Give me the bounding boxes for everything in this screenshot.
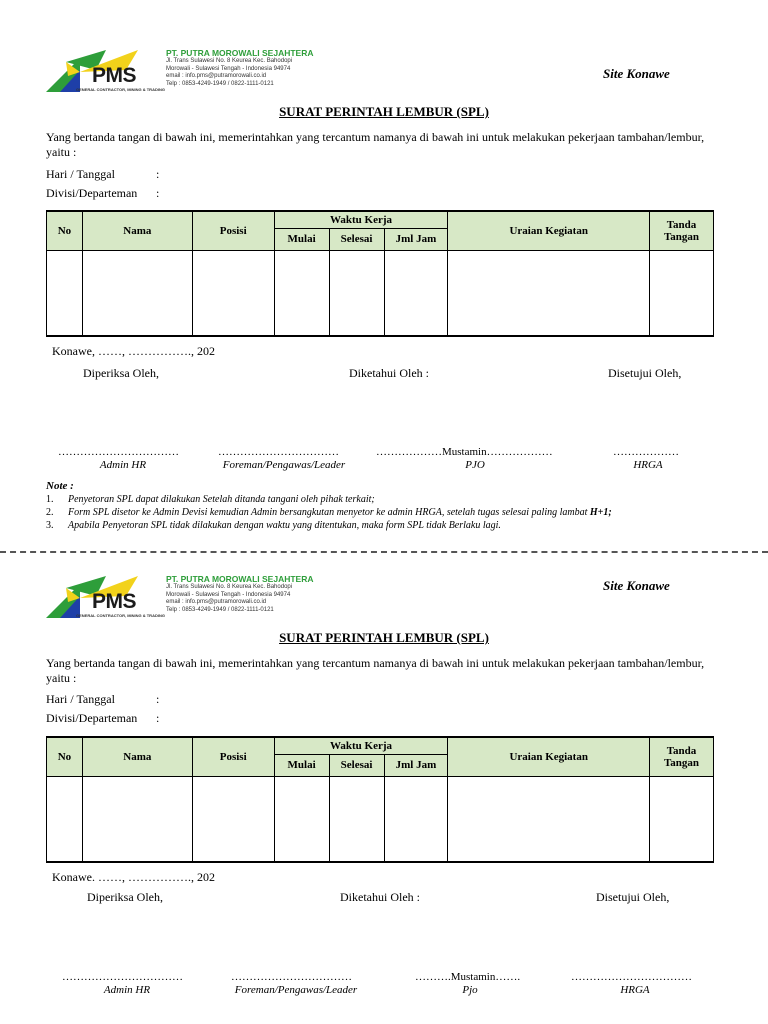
cell-jml-jam[interactable] — [384, 250, 448, 336]
note-item — [46, 519, 612, 532]
cell-posisi[interactable] — [192, 776, 274, 862]
signature-line-admin-hr: …………………………… — [58, 446, 179, 458]
site-label: Site Konawe — [603, 66, 670, 81]
field-colon: : — [156, 711, 160, 725]
col-mulai: Mulai — [274, 228, 329, 250]
role-diketahui: Diketahui Oleh : — [349, 366, 429, 380]
site-label: Site Konawe — [603, 578, 670, 593]
cell-no[interactable] — [47, 776, 83, 862]
overtime-table — [46, 210, 714, 337]
note-number: 3. — [46, 520, 54, 531]
cell-mulai[interactable] — [274, 250, 329, 336]
notes — [46, 480, 612, 532]
col-jml-jam: Jml Jam — [384, 228, 448, 250]
cell-nama[interactable] — [82, 250, 192, 336]
col-nama: Nama — [82, 211, 192, 250]
form-title: SURAT PERINTAH LEMBUR (SPL) — [279, 630, 489, 645]
note-text: Form SPL disetor ke Admin Devisi kemudian Admin bersangkutan menyetor ke admin HRGA, setelah tugas selesai paling lambat — [68, 507, 590, 518]
col-selesai: Selesai — [329, 228, 384, 250]
signature-role-foreman: Foreman/Pengawas/Leader — [234, 984, 358, 996]
logo-text: PMS — [92, 64, 137, 87]
overtime-table — [46, 736, 714, 863]
note-number: 2. — [46, 507, 54, 518]
col-no: No — [47, 211, 83, 250]
company-logo — [46, 48, 326, 94]
company-address-2: Morowali - Sulawesi Tengah - Indonesia 94974 — [166, 591, 291, 598]
field-label: Divisi/Departeman — [46, 711, 138, 725]
col-mulai: Mulai — [274, 754, 329, 776]
signature-line-hrga: ……………… — [613, 446, 679, 458]
col-nama: Nama — [82, 737, 192, 776]
cut-line — [0, 551, 768, 553]
field-label: Hari / Tanggal — [46, 692, 115, 706]
role-disetujui: Disetujui Oleh, — [596, 890, 670, 904]
role-diperiksa: Diperiksa Oleh, — [87, 890, 163, 904]
company-name: PT. PUTRA MOROWALI SEJAHTERA — [166, 574, 314, 584]
signature-line-hrga: …………………………… — [571, 971, 692, 983]
note-deadline: H+1; — [589, 507, 612, 518]
col-waktu-kerja: Waktu Kerja — [274, 211, 448, 228]
cell-nama[interactable] — [82, 776, 192, 862]
signature-role-admin-hr: Admin HR — [99, 459, 147, 471]
field-hari-tanggal — [46, 692, 160, 707]
notes-title: Note : — [46, 480, 74, 492]
note-text: Apabila Penyetoran SPL tidak dilakukan dengan waktu yang ditentukan, maka form SPL tidak Berlaku lagi. — [68, 520, 501, 531]
cell-tanda-tangan[interactable] — [650, 776, 714, 862]
company-name: PT. PUTRA MOROWALI SEJAHTERA — [166, 48, 314, 58]
note-text: Penyetoran SPL dapat dilakukan Setelah ditanda tangani oleh pihak terkait; — [68, 494, 375, 505]
logo-tagline: GENERAL CONTRACTOR, MINING & TRADING — [76, 613, 165, 618]
company-address-1: Jl. Trans Sulawesi No. 8 Keurea Kec. Bahodopi — [166, 584, 293, 590]
col-posisi: Posisi — [192, 211, 274, 250]
company-address-1: Jl. Trans Sulawesi No. 8 Keurea Kec. Bahodopi — [166, 58, 293, 64]
company-phone: Telp : 0853-4249-1949 / 0822-1111-0121 — [166, 606, 274, 613]
logo-tagline: GENERAL CONTRACTOR, MINING & TRADING — [76, 87, 165, 92]
cell-selesai[interactable] — [329, 250, 384, 336]
signature-line-foreman: …………………………… — [218, 446, 339, 458]
cell-uraian[interactable] — [448, 250, 650, 336]
col-jml-jam: Jml Jam — [384, 754, 448, 776]
signature-line-admin-hr: …………………………… — [62, 971, 183, 983]
field-divisi — [46, 711, 160, 726]
table-row — [47, 776, 714, 862]
signature-line-pjo: ……….Mustamin……. — [415, 971, 521, 983]
field-colon: : — [156, 186, 160, 200]
field-divisi — [46, 186, 160, 201]
cell-tanda-tangan[interactable] — [650, 250, 714, 336]
role-disetujui: Disetujui Oleh, — [608, 366, 682, 380]
field-label: Divisi/Departeman — [46, 186, 138, 200]
field-hari-tanggal — [46, 167, 160, 182]
company-email: email : info.pms@putramorowali.co.id — [166, 73, 267, 79]
company-info — [166, 48, 314, 88]
intro-text: Yang bertanda tangan di bawah ini, memerintahkan yang tercantum namanya di bawah ini untuk melakukan pekerjaan tambahan/lembur, yaitu : — [46, 656, 705, 685]
cell-jml-jam[interactable] — [384, 776, 448, 862]
col-tanda-tangan: Tanda Tangan — [650, 211, 714, 250]
field-label: Hari / Tanggal — [46, 167, 115, 181]
signature-role-hrga: HRGA — [633, 459, 663, 471]
role-diketahui: Diketahui Oleh : — [340, 890, 420, 904]
place-date: Konawe, ……, ……………., 202 — [52, 344, 215, 358]
intro-text: Yang bertanda tangan di bawah ini, memerintahkan yang tercantum namanya di bawah ini untuk melakukan pekerjaan tambahan/lembur, yaitu : — [46, 130, 705, 159]
signature-line-foreman: …………………………… — [231, 971, 352, 983]
company-address-2: Morowali - Sulawesi Tengah - Indonesia 94974 — [166, 65, 291, 72]
col-waktu-kerja: Waktu Kerja — [274, 737, 448, 754]
col-uraian: Uraian Kegiatan — [448, 211, 650, 250]
cell-no[interactable] — [47, 250, 83, 336]
signature-role-pjo: Pjo — [462, 984, 478, 996]
cell-uraian[interactable] — [448, 776, 650, 862]
company-email: email : info.pms@putramorowali.co.id — [166, 599, 267, 605]
col-posisi: Posisi — [192, 737, 274, 776]
signature-role-admin-hr: Admin HR — [103, 984, 151, 996]
signature-role-pjo: PJO — [465, 459, 485, 471]
field-colon: : — [156, 167, 160, 181]
form-title: SURAT PERINTAH LEMBUR (SPL) — [279, 104, 489, 119]
signature-role-hrga: HRGA — [620, 984, 650, 996]
note-number: 1. — [46, 494, 54, 505]
signature-line-pjo: ………………Mustamin……………… — [376, 446, 553, 458]
cell-selesai[interactable] — [329, 776, 384, 862]
company-info — [166, 574, 314, 614]
cell-mulai[interactable] — [274, 776, 329, 862]
col-selesai: Selesai — [329, 754, 384, 776]
field-colon: : — [156, 692, 160, 706]
table-row — [47, 250, 714, 336]
signature-role-foreman: Foreman/Pengawas/Leader — [222, 459, 346, 471]
role-diperiksa: Diperiksa Oleh, — [83, 366, 159, 380]
company-logo — [46, 574, 326, 620]
note-item — [46, 506, 612, 519]
col-uraian: Uraian Kegiatan — [448, 737, 650, 776]
cell-posisi[interactable] — [192, 250, 274, 336]
col-no: No — [47, 737, 83, 776]
logo-text: PMS — [92, 590, 137, 613]
place-date: Konawe. ……, ……………., 202 — [52, 870, 215, 884]
col-tanda-tangan: Tanda Tangan — [650, 737, 714, 776]
note-item — [46, 493, 612, 506]
company-phone: Telp : 0853-4249-1949 / 0822-1111-0121 — [166, 80, 274, 87]
